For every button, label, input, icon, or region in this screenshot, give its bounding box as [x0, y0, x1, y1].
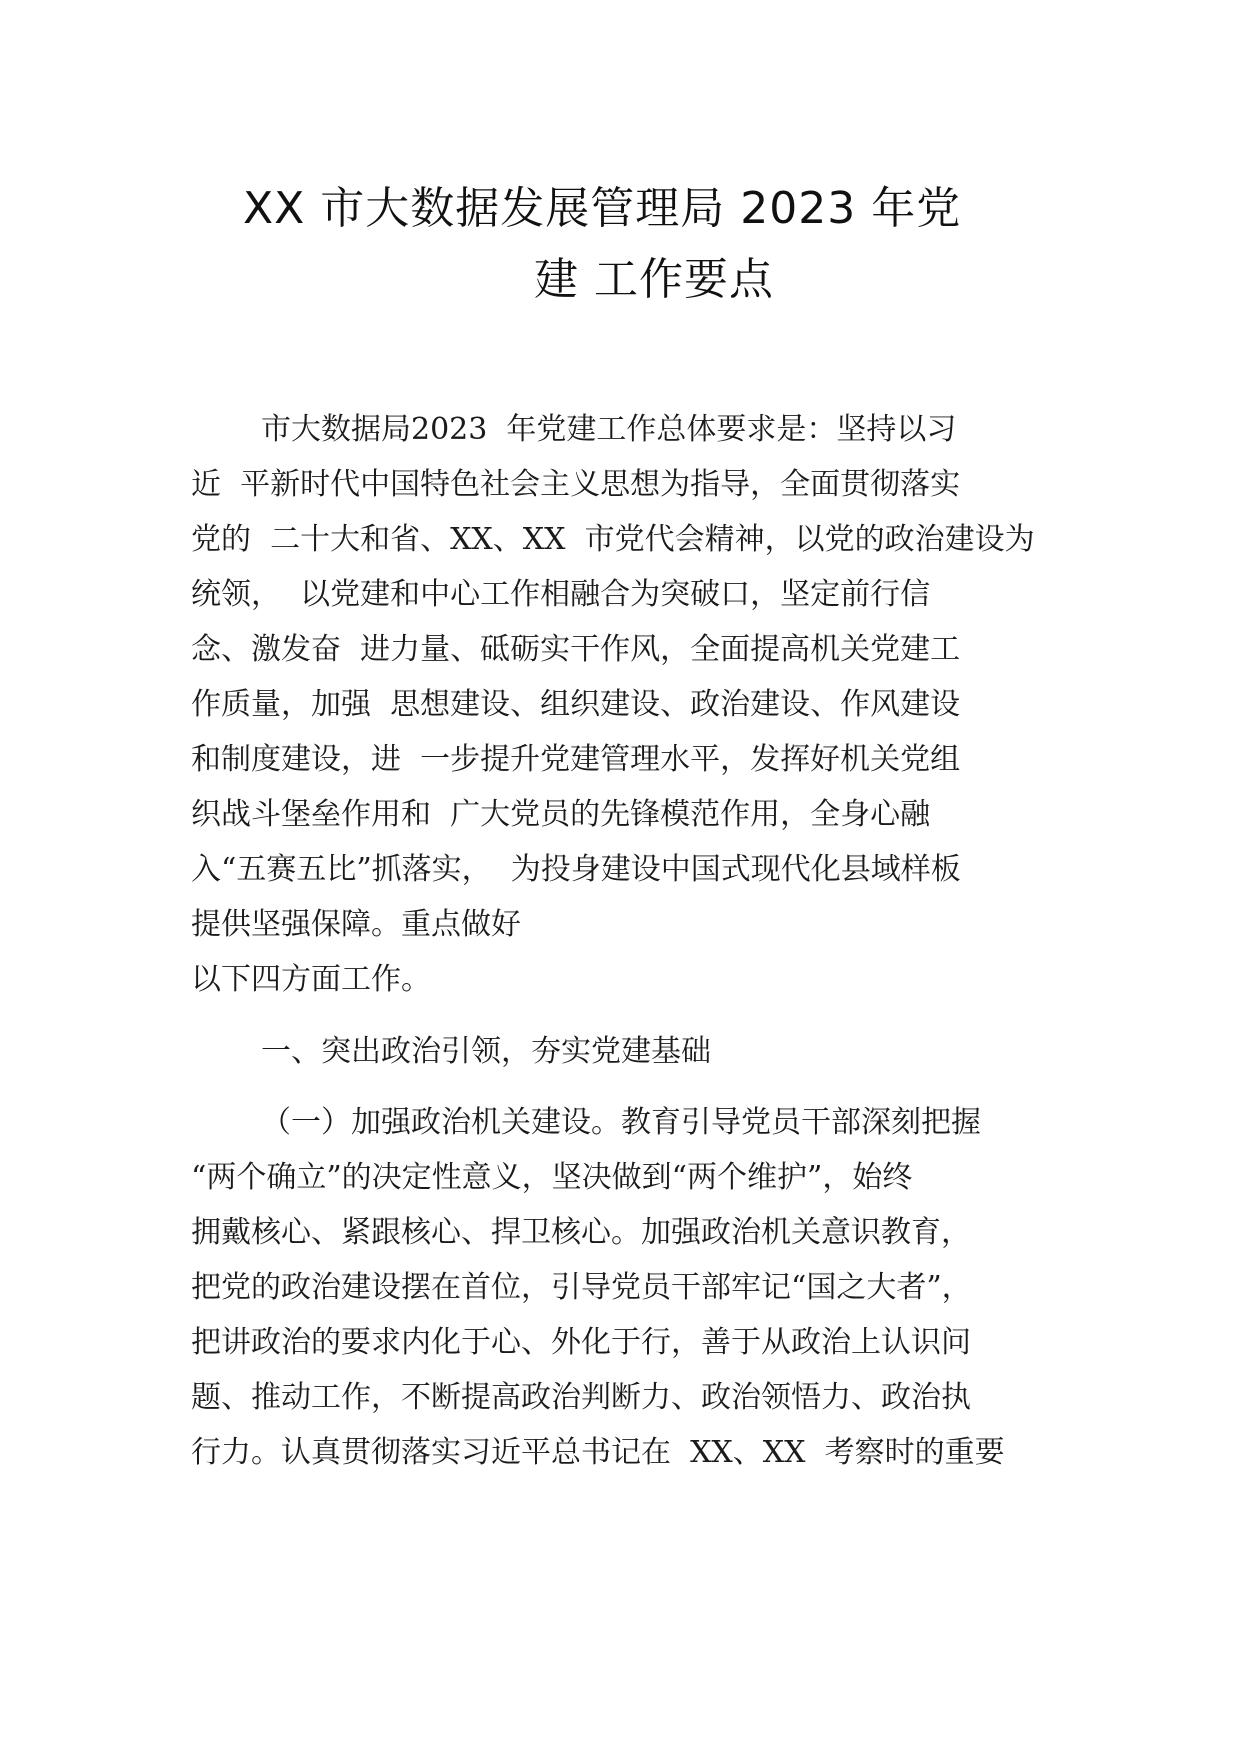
section-heading: 一、突出政治引领，夯实党建基础 — [261, 1034, 711, 1069]
document-title-line-2: 建 工作要点 — [534, 254, 774, 305]
subsection-paragraph-line: 把党的政治建设摆在首位，引导党员干部牢记“国之大者”， — [191, 1270, 972, 1305]
subsection-paragraph-line: （一）加强政治机关建设。教育引导党员干部深刻把握 — [261, 1105, 981, 1140]
intro-paragraph-line: 统领， 以党建和中心工作相融合为突破口，坚定前行信 — [191, 577, 931, 612]
subsection-paragraph-line: 拥戴核心、紧跟核心、捍卫核心。加强政治机关意识教育， — [191, 1215, 971, 1250]
subsection-paragraph-line: “两个确立”的决定性意义，坚决做到“两个维护”，始终 — [191, 1160, 913, 1195]
intro-paragraph-line: 织战斗堡垒作用和 广大党员的先锋模范作用，全身心融 — [191, 797, 931, 832]
subsection-paragraph-line: 把讲政治的要求内化于心、外化于行，善于从政治上认识问 — [191, 1325, 971, 1360]
intro-paragraph-line: 以下四方面工作。 — [191, 962, 431, 997]
intro-paragraph-line: 作质量，加强 思想建设、组织建设、政治建设、作风建设 — [191, 687, 961, 722]
intro-paragraph-line: 入“五赛五比”抓落实， 为投身建设中国式现代化县域样板 — [191, 852, 961, 887]
intro-paragraph-line: 和制度建设，进 一步提升党建管理水平，发挥好机关党组 — [191, 742, 961, 777]
subsection-paragraph-line: 行力。认真贯彻落实习近平总书记在 XX、XX 考察时的重要 — [191, 1435, 1005, 1470]
document-title-line-1: XX 市大数据发展管理局 2023 年党 — [243, 183, 962, 234]
intro-paragraph-line: 念、激发奋 进力量、砥砺实干作风，全面提高机关党建工 — [191, 632, 961, 667]
intro-paragraph-line: 市大数据局2023 年党建工作总体要求是：坚持以习 — [261, 412, 957, 447]
intro-paragraph-line: 党的 二十大和省、XX、XX 市党代会精神，以党的政治建设为 — [191, 522, 1035, 557]
subsection-paragraph-line: 题、推动工作，不断提高政治判断力、政治领悟力、政治执 — [191, 1380, 971, 1415]
intro-paragraph-line: 近 平新时代中国特色社会主义思想为指导，全面贯彻落实 — [191, 467, 961, 502]
intro-paragraph-line: 提供坚强保障。重点做好 — [191, 907, 521, 942]
